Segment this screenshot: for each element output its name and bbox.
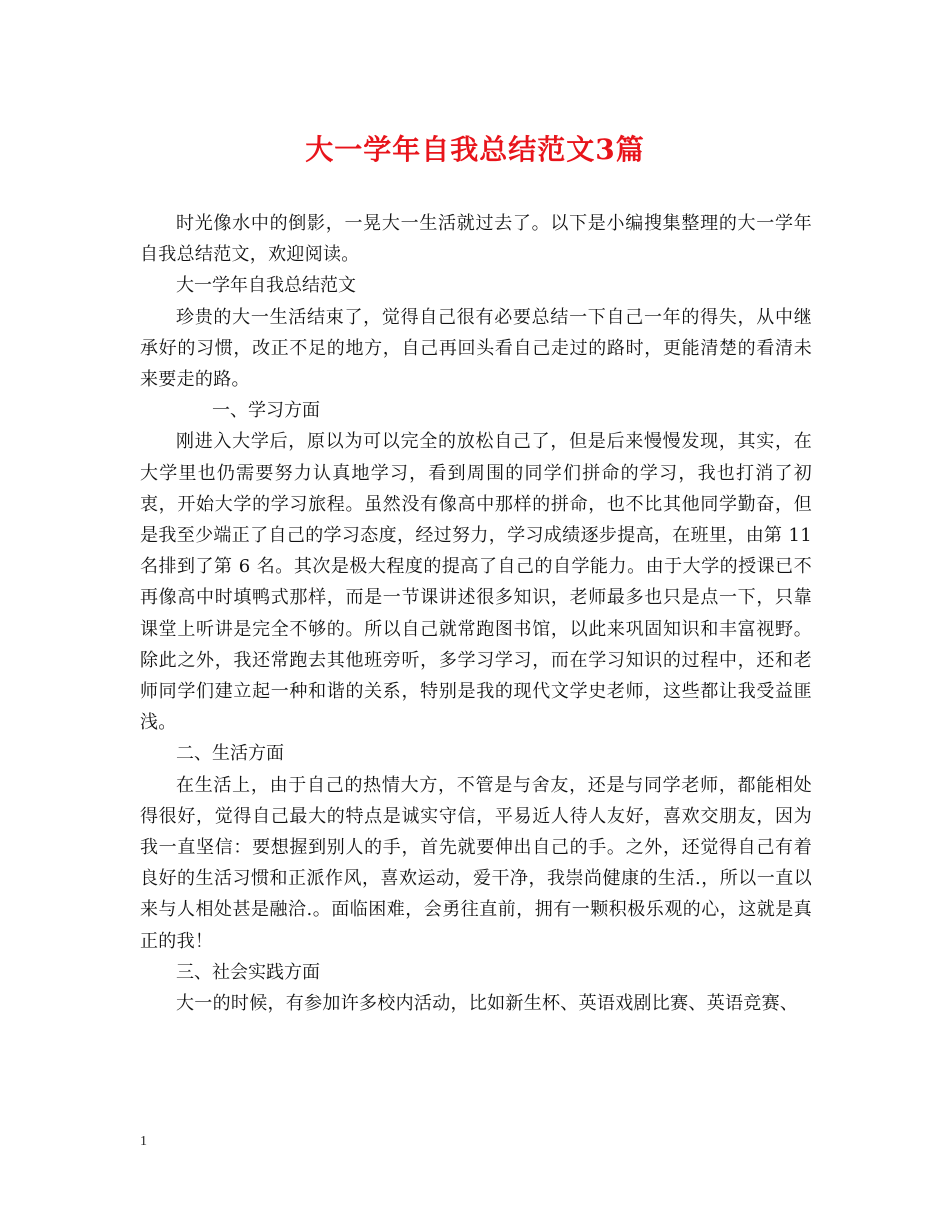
- section-3-paragraph: 大一的时候，有参加许多校内活动，比如新生杯、英语戏剧比赛、英语竞赛、: [176, 993, 799, 1015]
- section-1-number: 一、: [212, 400, 248, 422]
- section-2-paragraph: 在生活上，由于自己的热情大方，不管是与舍友，还是与同学老师，都能相处得很好，觉得自己最大的特点是诚实守信，平易近人待人友好，喜欢交朋友，因为我一直坚信：要想握到别人的手，首先就要伸出自己的手。之外，还觉得自己有着良好的生活习惯和正派作风，喜欢运动，爱干净，我崇尚健康的生活.，所以一直以来与人相处甚是融洽.。面临困难，会勇往直前，拥有一颗积极乐观的心，这就是真正的我！: [140, 774, 812, 952]
- section-1-heading: [140, 395, 812, 426]
- article-subtitle: 大一学年自我总结范文: [176, 275, 356, 297]
- section-1-paragraph: 刚进入大学后，原以为可以完全的放松自己了，但是后来慢慢发现，其实，在大学里也仍需要努力认真地学习，看到周围的同学们拼命的学习，我也打消了初衷，开始大学的学习旅程。虽然没有像高中那样的拼命，也不比其他同学勤奋，但是我至少端正了自己的学习态度，经过努力，学习成绩逐步提高，在班里，由第 11 名排到了第 6 名。其次是极大程度的提高了自己的自学能力。由于大学的授课已不再像高中时填鸭式那样，而是一节课讲述很多知识，老师最多也只是点一下，只靠课堂上听讲是完全不够的。所以自己就常跑图书馆，以此来巩固知识和丰富视野。除此之外，我还常跑去其他班旁听，多学习学习，而在学习知识的过程中，还和老师同学们建立起一种和谐的关系，特别是我的现代文学史老师，这些都让我受益匪浅。: [140, 431, 812, 734]
- section-3-heading: 三、社会实践方面: [176, 961, 320, 983]
- intro-paragraph: 时光像水中的倒影，一晃大一生活就过去了。以下是小编搜集整理的大一学年自我总结范文，欢迎阅读。: [140, 213, 812, 266]
- document-title: 大一学年自我总结范文3篇: [305, 133, 645, 166]
- opening-paragraph: 珍贵的大一生活结束了，觉得自己很有必要总结一下自己一年的得失，从中继承好的习惯，改正不足的地方，自己再回头看自己走过的路时，更能清楚的看清未来要走的路。: [140, 306, 812, 391]
- section-1-title: 学习方面: [248, 400, 320, 422]
- page-number: 1: [140, 1134, 147, 1149]
- section-2-heading: 二、生活方面: [176, 743, 284, 765]
- document-body: [140, 208, 812, 1019]
